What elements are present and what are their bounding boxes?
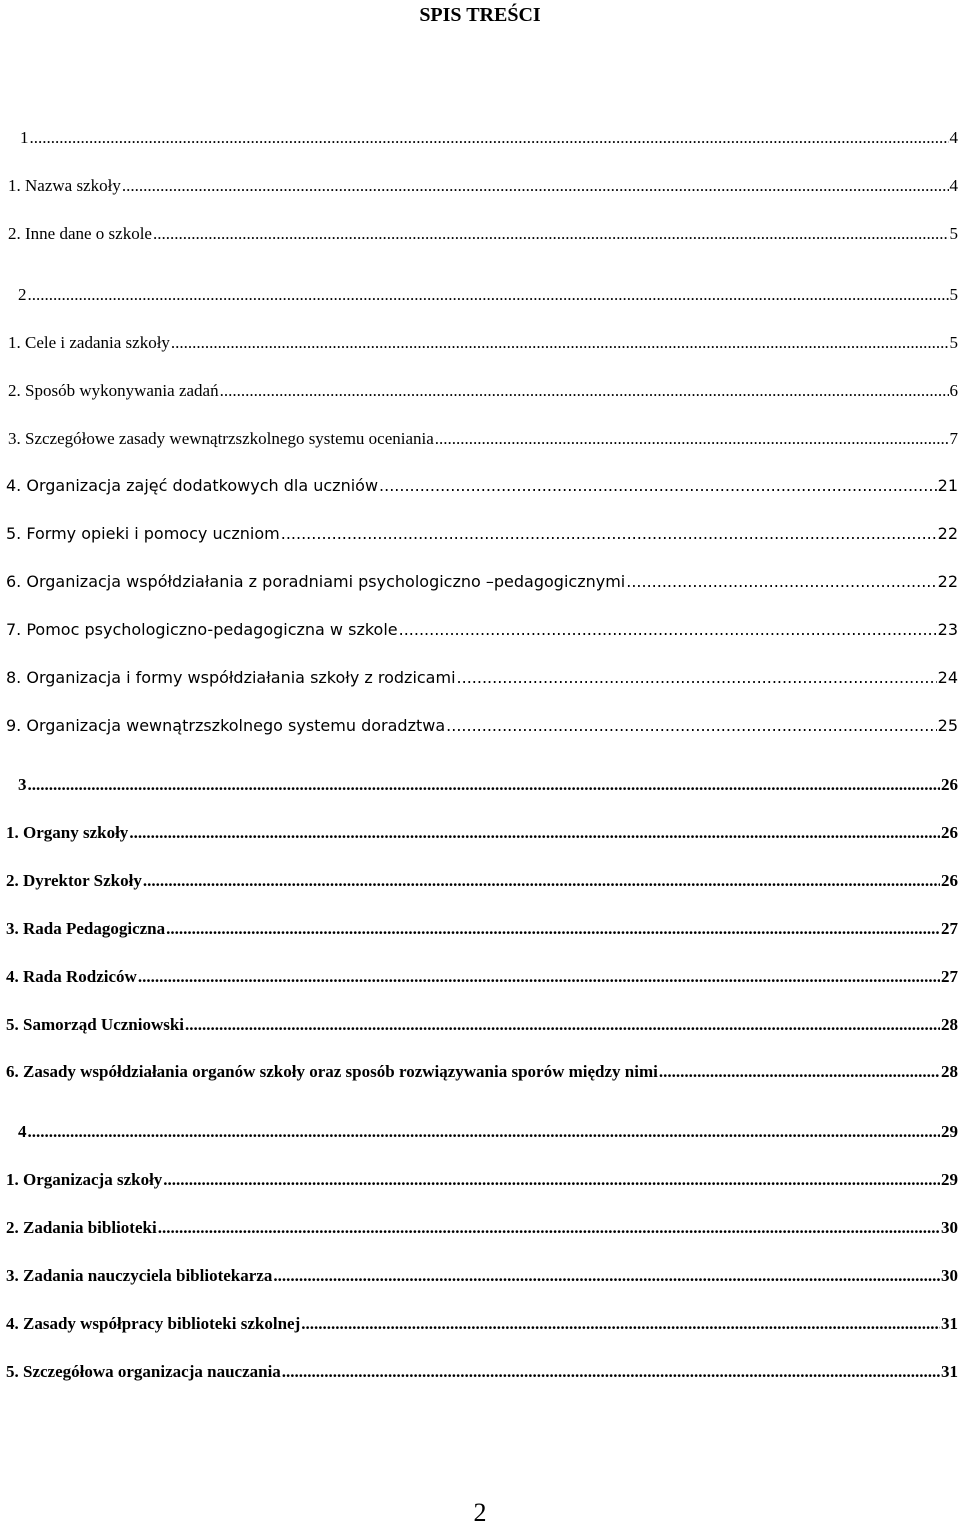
toc-entry-label: 3. Zadania nauczyciela bibliotekarza [6, 1266, 273, 1285]
toc-entry-label: 1 [20, 128, 29, 147]
toc-leader-dots [301, 1314, 940, 1334]
toc-leader-dots [166, 919, 940, 939]
toc-entry[interactable] [8, 176, 958, 196]
toc-entry[interactable] [6, 1122, 958, 1142]
toc-entry-page: 22 [937, 524, 958, 543]
toc-entry-label: 1. Nazwa szkoły [8, 176, 121, 195]
page-number: 2 [473, 1498, 487, 1527]
toc-entry-label: 2. Inne dane o szkole [8, 224, 152, 243]
toc-entry-page: 28 [941, 1062, 958, 1081]
toc-entry[interactable] [6, 524, 958, 543]
toc-entry-page: 26 [941, 823, 958, 842]
toc-leader-dots [379, 476, 937, 495]
toc-entry-label: 2. Dyrektor Szkoły [6, 871, 142, 890]
toc-leader-dots [138, 967, 940, 987]
toc-entry[interactable] [6, 716, 958, 735]
toc-leader-dots [626, 572, 936, 591]
toc-leader-dots [185, 1015, 940, 1035]
toc-entry-page: 25 [937, 716, 958, 735]
toc-entry-page: 4 [949, 176, 958, 195]
toc-entry-page: 5 [949, 333, 958, 352]
toc-entry-label: 5. Szczegółowa organizacja nauczania [6, 1362, 281, 1381]
toc-entry[interactable] [8, 429, 958, 449]
toc-entry-label: 8. Organizacja i formy współdziałania szkoły z rodzicami [6, 668, 456, 687]
toc-entry[interactable] [6, 1314, 958, 1334]
toc-leader-dots [220, 381, 949, 401]
toc-entry-page: 30 [941, 1266, 958, 1285]
toc-entry-label: 4. Zasady współpracy biblioteki szkolnej [6, 1314, 301, 1333]
toc-entry-page: 24 [937, 668, 958, 687]
toc-entry[interactable] [6, 967, 958, 987]
toc-entry[interactable] [6, 919, 958, 939]
toc-entry[interactable] [6, 775, 958, 795]
toc-entry[interactable] [6, 1015, 958, 1035]
toc-entry-page: 23 [937, 620, 958, 639]
toc-leader-dots [399, 620, 937, 639]
toc-leader-dots [153, 224, 949, 244]
toc-entry[interactable] [6, 620, 958, 639]
toc-entry-label: 3. Rada Pedagogiczna [6, 919, 166, 938]
toc-entry[interactable] [6, 1266, 958, 1286]
toc-entry-page: 29 [941, 1122, 958, 1141]
toc-entry[interactable] [8, 285, 958, 305]
toc-entry[interactable] [8, 128, 958, 148]
toc-entry[interactable] [6, 871, 958, 891]
toc-entry-page: 29 [941, 1170, 958, 1189]
toc-leader-dots [446, 716, 937, 735]
toc-entry-label: 2 [18, 285, 27, 304]
toc-entry-page: 22 [937, 572, 958, 591]
toc-leader-dots [282, 1362, 940, 1382]
toc-entry-page: 5 [949, 285, 958, 304]
toc-entry-page: 28 [941, 1015, 958, 1034]
toc-entry-page: 27 [941, 919, 958, 938]
toc-leader-dots [158, 1218, 940, 1238]
toc-entry[interactable] [6, 476, 958, 495]
toc-entry[interactable] [6, 1170, 958, 1190]
toc-leader-dots [143, 871, 940, 891]
toc-entry-label: 5. Samorząd Uczniowski [6, 1015, 185, 1034]
toc-entry[interactable] [8, 224, 958, 244]
toc-entry[interactable] [8, 381, 958, 401]
toc-leader-dots [30, 128, 949, 148]
toc-entry-label: 4. Organizacja zajęć dodatkowych dla uczniów [6, 476, 379, 495]
toc-entry[interactable] [6, 1362, 958, 1382]
toc-entry-label: 7. Pomoc psychologiczno-pedagogiczna w szkole [6, 620, 398, 639]
toc-entry-label: 2. Zadania biblioteki [6, 1218, 157, 1237]
toc-entry-page: 30 [941, 1218, 958, 1237]
toc-entry-page: 7 [949, 429, 958, 448]
toc-entry-label: 2. Sposób wykonywania zadań [8, 381, 219, 400]
toc-entry[interactable] [6, 668, 958, 687]
toc-leader-dots [457, 668, 937, 687]
toc-entry[interactable] [6, 1062, 958, 1082]
page-title: SPIS TREŚCI [419, 4, 541, 26]
toc-entry-label: 1. Cele i zadania szkoły [8, 333, 170, 352]
toc-entry-page: 21 [937, 476, 958, 495]
toc-entry-label: 9. Organizacja wewnątrzszkolnego systemu doradztwa [6, 716, 446, 735]
toc-leader-dots [659, 1062, 940, 1082]
toc-entry-label: 1. Organy szkoły [6, 823, 129, 842]
toc-entry-label: 1. Organizacja szkoły [6, 1170, 163, 1189]
toc-entry-page: 26 [941, 871, 958, 890]
toc-leader-dots [28, 285, 949, 305]
toc-leader-dots [273, 1266, 940, 1286]
toc-leader-dots [28, 1122, 941, 1142]
toc-entry-page: 31 [941, 1362, 958, 1381]
toc-leader-dots [281, 524, 937, 543]
toc-entry-label: 5. Formy opieki i pomocy uczniom [6, 524, 280, 543]
toc-leader-dots [28, 775, 941, 795]
toc-entry-page: 4 [949, 128, 958, 147]
toc-entry-page: 6 [949, 381, 958, 400]
toc-entry-label: 6. Zasady współdziałania organów szkoły oraz sposób rozwiązywania sporów między nimi [6, 1062, 658, 1081]
toc-entry-label: 3 [18, 775, 27, 794]
toc-entry-label: 6. Organizacja współdziałania z poradniami psychologiczno –pedagogicznymi [6, 572, 626, 591]
toc-entry[interactable] [6, 823, 958, 843]
toc-entry[interactable] [8, 333, 958, 353]
toc-entry-page: 27 [941, 967, 958, 986]
toc-leader-dots [163, 1170, 940, 1190]
toc-entry-label: 4. Rada Rodziców [6, 967, 137, 986]
toc-leader-dots [129, 823, 940, 843]
toc-entry-page: 5 [949, 224, 958, 243]
toc-leader-dots [122, 176, 949, 196]
toc-entry[interactable] [6, 572, 958, 591]
toc-leader-dots [171, 333, 949, 353]
toc-entry-label: 4 [18, 1122, 27, 1141]
toc-entry[interactable] [6, 1218, 958, 1238]
toc-entry-label: 3. Szczegółowe zasady wewnątrzszkolnego systemu oceniania [8, 429, 434, 448]
toc-entry-page: 26 [941, 775, 958, 794]
toc-leader-dots [435, 429, 949, 449]
toc-entry-page: 31 [941, 1314, 958, 1333]
